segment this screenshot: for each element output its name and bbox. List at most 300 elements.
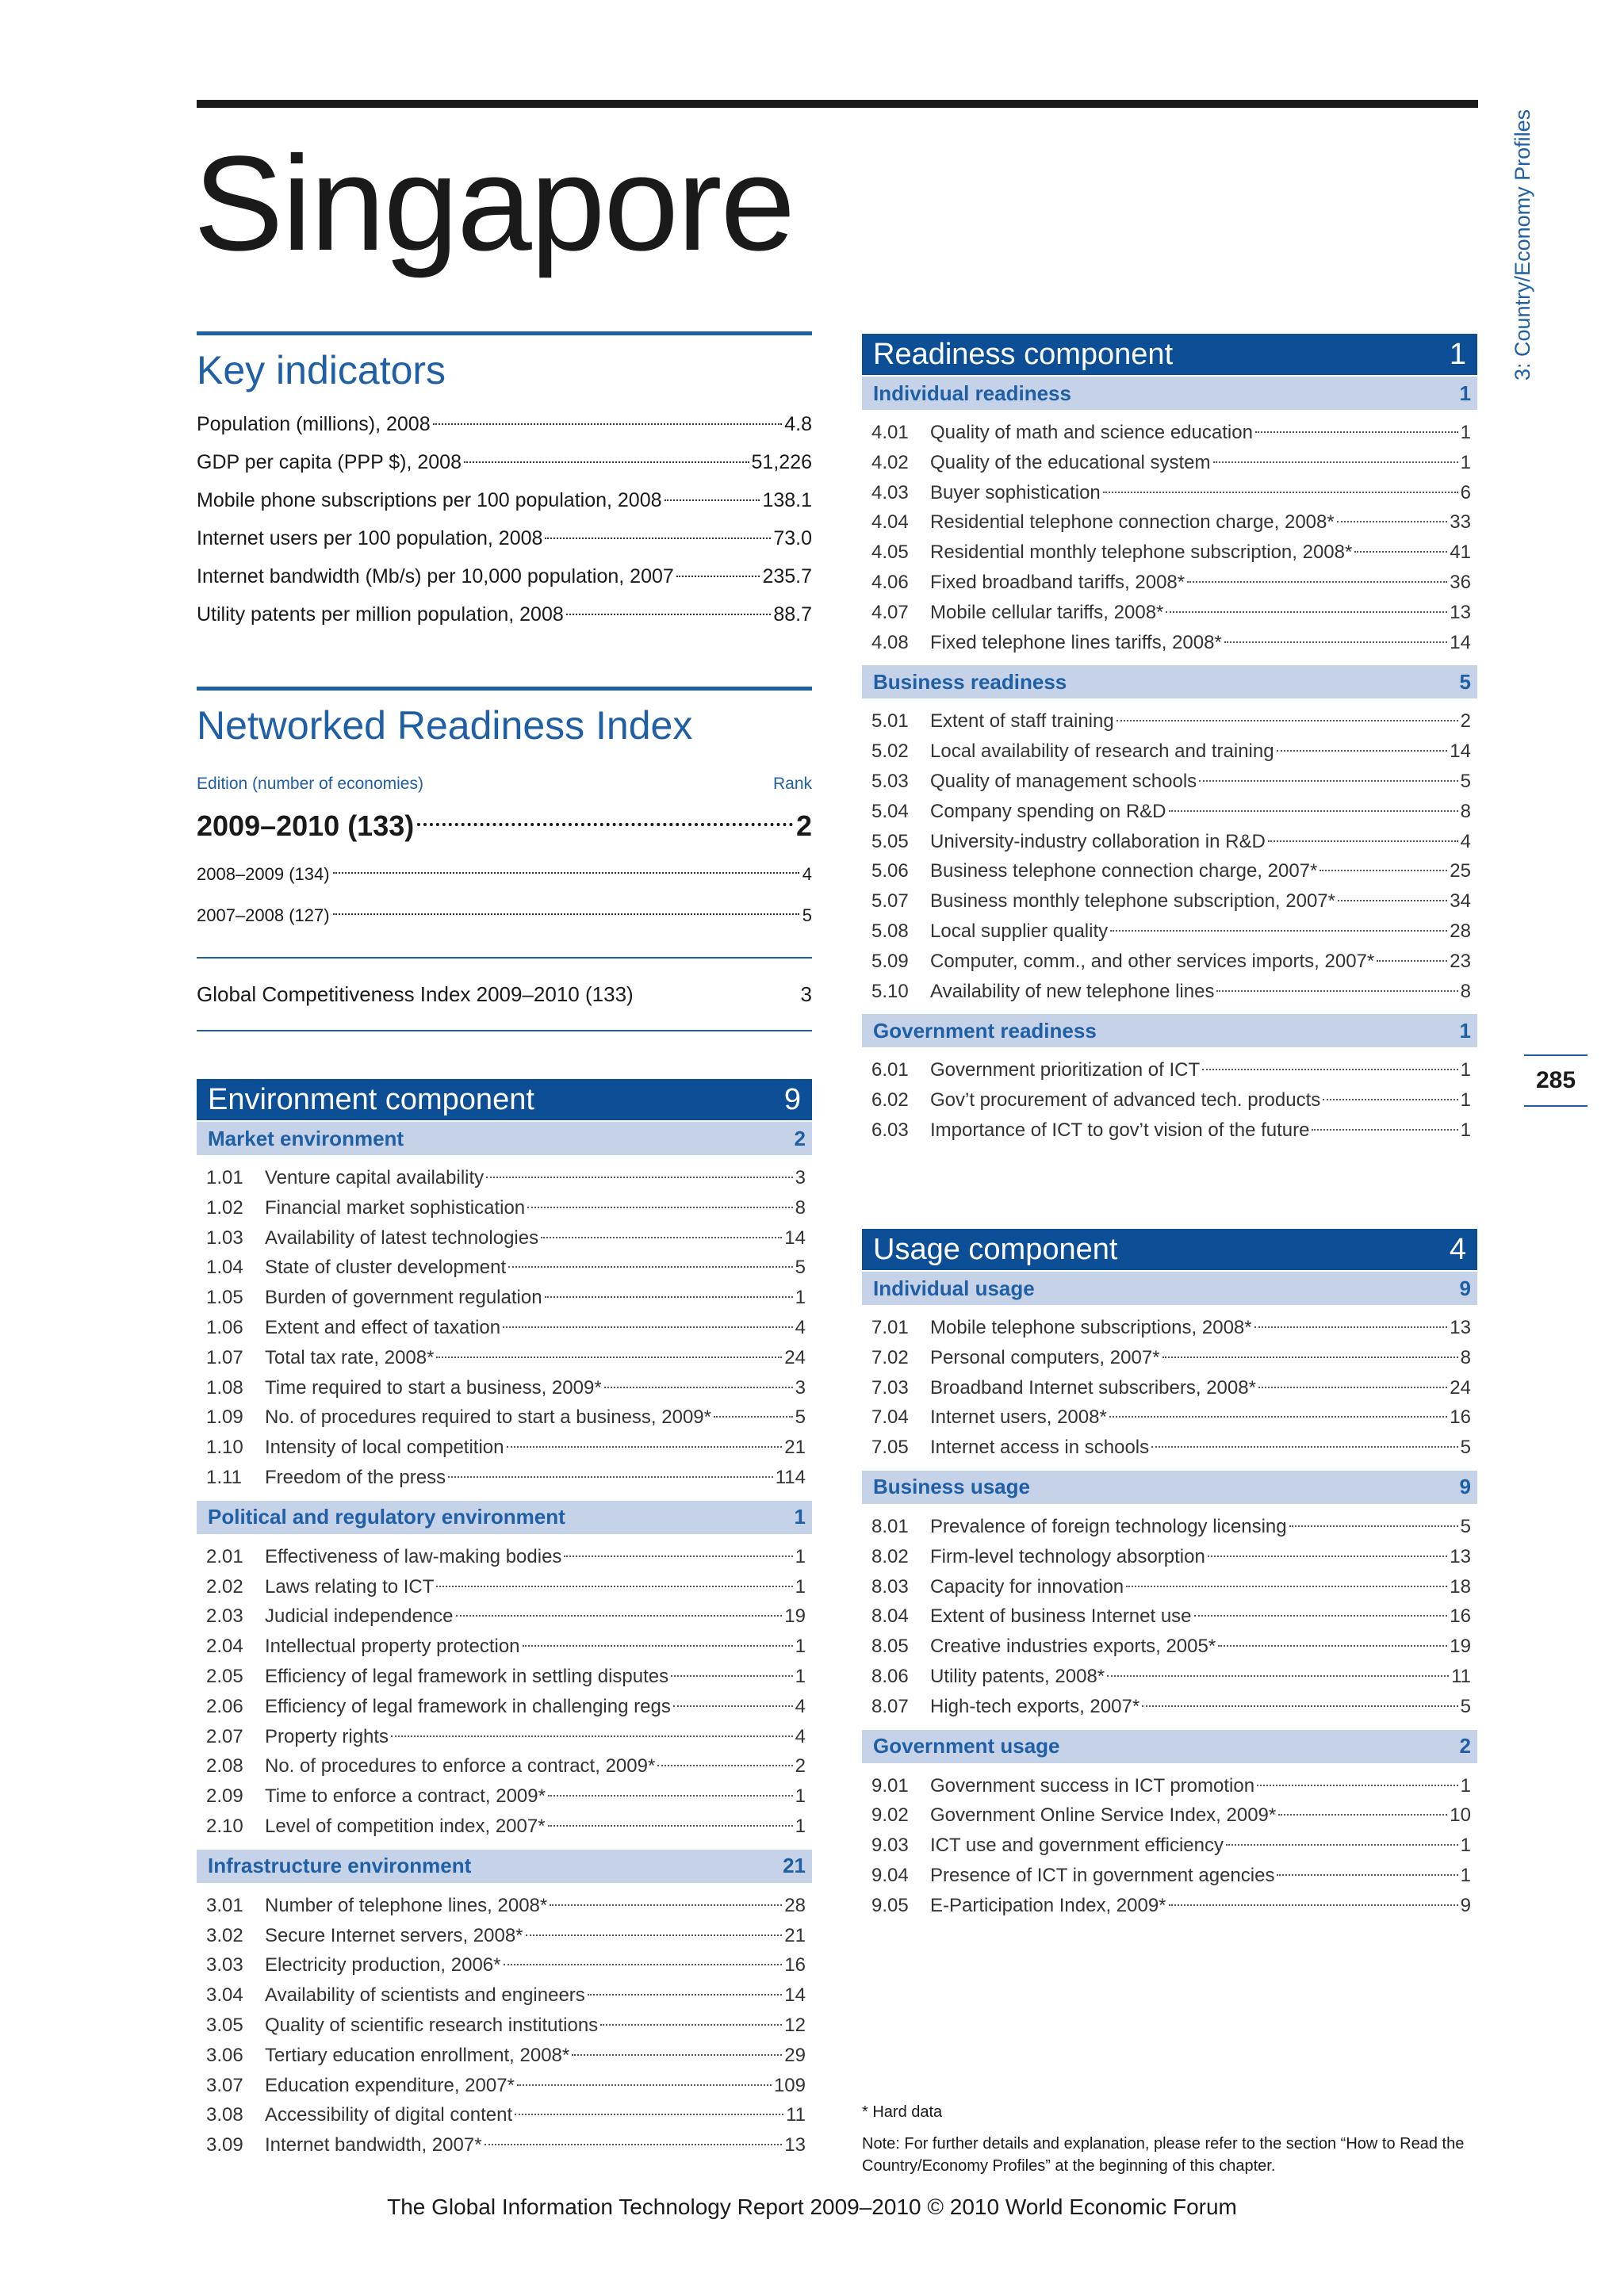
dot-leader bbox=[671, 1675, 793, 1677]
dot-leader bbox=[517, 2084, 772, 2086]
indicator-row bbox=[862, 886, 1477, 916]
indicator-number: 1.10 bbox=[206, 1437, 243, 1459]
indicator-rank: 4 bbox=[795, 1695, 806, 1717]
indicator-number: 8.02 bbox=[871, 1545, 909, 1567]
indicator-row bbox=[862, 767, 1477, 797]
indicator-number: 3.06 bbox=[206, 2044, 243, 2066]
indicator-number: 5.02 bbox=[871, 740, 909, 763]
indicator-row bbox=[197, 1781, 812, 1812]
dot-leader bbox=[391, 1735, 793, 1737]
indicator-rank: 1 bbox=[795, 1545, 806, 1567]
dot-leader bbox=[456, 1615, 783, 1617]
indicator-number: 1.02 bbox=[206, 1196, 243, 1219]
indicator-number: 8.07 bbox=[871, 1695, 909, 1717]
indicator-label: Level of competition index, 2007* bbox=[265, 1815, 546, 1837]
indicator-rank: 2 bbox=[1460, 710, 1471, 733]
indicator-rank: 16 bbox=[1450, 1406, 1471, 1429]
pillar-items bbox=[862, 410, 1477, 664]
dot-leader bbox=[541, 1237, 782, 1238]
indicator-row bbox=[862, 1085, 1477, 1115]
nri-row bbox=[197, 895, 812, 936]
indicator-row bbox=[197, 1601, 812, 1632]
dot-leader bbox=[486, 1177, 792, 1178]
indicator-number: 5.08 bbox=[871, 920, 909, 942]
indicator-label: Internet access in schools bbox=[930, 1437, 1150, 1459]
nri-edition: 2007–2008 (127) bbox=[197, 905, 330, 925]
indicator-rank: 16 bbox=[784, 1954, 806, 1976]
indicator-rank: 28 bbox=[1450, 920, 1471, 942]
indicator-row bbox=[197, 1572, 812, 1602]
indicator-row bbox=[197, 1433, 812, 1463]
pillar-rank: 2 bbox=[794, 1126, 806, 1150]
gci-label: Global Competitiveness Index 2009–2010 (133) bbox=[197, 982, 634, 1006]
gci-value: 3 bbox=[800, 982, 812, 1006]
indicator-label: Time required to start a business, 2009* bbox=[265, 1376, 602, 1399]
pillar-rank: 1 bbox=[794, 1505, 806, 1529]
component-rank: 1 bbox=[1449, 337, 1466, 371]
indicator-label: Utility patents, 2008* bbox=[930, 1665, 1105, 1687]
indicator-rank: 13 bbox=[1450, 1317, 1471, 1338]
indicator-rank: 5 bbox=[1460, 1695, 1471, 1717]
dot-leader bbox=[1377, 960, 1447, 962]
indicator-label: GDP per capita (PPP $), 2008 bbox=[197, 451, 462, 473]
indicator-label: Quality of math and science education bbox=[930, 422, 1253, 443]
dot-leader bbox=[523, 1645, 793, 1647]
indicator-rank: 2 bbox=[795, 1755, 806, 1777]
gci-row bbox=[197, 957, 812, 1031]
indicator-rank: 24 bbox=[784, 1346, 806, 1368]
indicator-number: 5.03 bbox=[871, 770, 909, 792]
pillar-title: Government readiness bbox=[873, 1018, 1097, 1043]
component-header bbox=[862, 334, 1477, 375]
pillar-header bbox=[862, 1272, 1477, 1305]
key-indicators-section bbox=[197, 331, 812, 633]
pillar-items bbox=[862, 1763, 1477, 1927]
indicator-number: 1.11 bbox=[206, 1466, 242, 1488]
indicator-row bbox=[862, 1402, 1477, 1433]
dot-leader bbox=[1320, 870, 1447, 871]
indicator-row bbox=[197, 481, 812, 519]
indicator-label: Freedom of the press bbox=[265, 1466, 446, 1488]
indicator-row bbox=[197, 1632, 812, 1662]
dot-leader bbox=[436, 1586, 792, 1587]
nri-rank: 5 bbox=[802, 905, 812, 925]
dot-leader bbox=[1258, 1387, 1447, 1388]
indicator-row bbox=[862, 1800, 1477, 1831]
indicator-row bbox=[197, 1163, 812, 1193]
indicator-label: Quality of the educational system bbox=[930, 451, 1211, 473]
indicator-number: 1.07 bbox=[206, 1346, 243, 1368]
dot-leader bbox=[1255, 431, 1458, 433]
indicator-rank: 1 bbox=[1460, 422, 1471, 443]
indicator-label: Residential monthly telephone subscription, 2008* bbox=[930, 541, 1353, 564]
indicator-rank: 114 bbox=[775, 1466, 806, 1488]
indicator-number: 2.03 bbox=[206, 1605, 243, 1628]
indicator-number: 1.05 bbox=[206, 1287, 243, 1309]
indicator-label: University-industry collaboration in R&D bbox=[930, 830, 1266, 852]
indicator-row bbox=[197, 557, 812, 595]
indicator-number: 9.02 bbox=[871, 1804, 909, 1827]
indicator-rank: 1 bbox=[795, 1287, 806, 1309]
indicator-number: 2.02 bbox=[206, 1575, 243, 1598]
indicator-label: Buyer sophistication bbox=[930, 481, 1101, 503]
dot-leader bbox=[433, 423, 783, 425]
dot-leader bbox=[1107, 1675, 1449, 1677]
indicator-row bbox=[197, 1980, 812, 2011]
indicator-row bbox=[197, 1193, 812, 1223]
dot-leader bbox=[1208, 1556, 1447, 1557]
indicator-rank: 14 bbox=[1450, 631, 1471, 653]
indicator-row bbox=[197, 1313, 812, 1343]
indicator-number: 5.07 bbox=[871, 890, 909, 913]
indicator-label: Total tax rate, 2008* bbox=[265, 1346, 435, 1368]
indicator-row bbox=[197, 519, 812, 557]
indicator-label: Financial market sophistication bbox=[265, 1196, 526, 1219]
indicator-rank: 8 bbox=[795, 1196, 806, 1219]
indicator-rank: 1 bbox=[1460, 1089, 1471, 1112]
readiness-component bbox=[862, 334, 1477, 1152]
indicator-number: 2.07 bbox=[206, 1725, 243, 1747]
indicator-row bbox=[862, 1572, 1477, 1602]
indicator-rank: 5 bbox=[1460, 770, 1471, 792]
indicator-row bbox=[197, 1662, 812, 1692]
indicator-number: 3.03 bbox=[206, 1954, 243, 1976]
indicator-label: Internet bandwidth (Mb/s) per 10,000 population, 2007 bbox=[197, 565, 674, 587]
dot-leader bbox=[564, 1556, 792, 1557]
indicator-number: 3.08 bbox=[206, 2104, 243, 2126]
indicator-number: 3.07 bbox=[206, 2074, 243, 2096]
indicator-row bbox=[862, 706, 1477, 737]
indicator-rank: 29 bbox=[784, 2044, 806, 2066]
page-footer: The Global Information Technology Report 2009–2010 © 2010 World Economic Forum bbox=[387, 2195, 1237, 2219]
indicator-label: Capacity for innovation bbox=[930, 1575, 1124, 1598]
indicator-number: 5.04 bbox=[871, 800, 909, 822]
indicator-row bbox=[197, 1283, 812, 1313]
indicator-row bbox=[197, 1751, 812, 1781]
indicator-value: 73.0 bbox=[773, 527, 812, 549]
indicator-number: 3.04 bbox=[206, 1984, 243, 2007]
dot-leader bbox=[1277, 1874, 1457, 1876]
component-rank: 9 bbox=[783, 1082, 801, 1116]
dot-leader bbox=[1354, 551, 1447, 553]
indicator-label: Business telephone connection charge, 2007* bbox=[930, 860, 1318, 882]
indicator-row bbox=[197, 2100, 812, 2130]
top-rule bbox=[197, 100, 1478, 108]
indicator-label: Business monthly telephone subscription, 2007* bbox=[930, 890, 1335, 913]
dot-leader bbox=[1257, 1785, 1458, 1786]
indicator-number: 4.05 bbox=[871, 541, 909, 564]
key-indicators-list bbox=[197, 405, 812, 633]
dot-leader bbox=[1116, 720, 1458, 721]
pillar-rank: 5 bbox=[1459, 669, 1471, 694]
indicator-row bbox=[862, 1831, 1477, 1861]
indicator-number: 5.10 bbox=[871, 980, 909, 1002]
indicator-rank: 1 bbox=[1460, 1864, 1471, 1886]
indicator-label: Accessibility of digital content bbox=[265, 2104, 513, 2126]
dot-leader bbox=[1277, 750, 1448, 752]
indicator-number: 4.07 bbox=[871, 601, 909, 623]
indicator-label: Fixed telephone lines tariffs, 2008* bbox=[930, 631, 1222, 653]
dot-leader bbox=[417, 823, 793, 826]
indicator-number: 8.05 bbox=[871, 1636, 909, 1658]
indicator-label: No. of procedures to enforce a contract, 2009* bbox=[265, 1755, 656, 1777]
indicator-number: 4.06 bbox=[871, 571, 909, 593]
indicator-row bbox=[862, 1601, 1477, 1632]
indicator-rank: 8 bbox=[1460, 800, 1471, 822]
dot-leader bbox=[436, 1357, 782, 1358]
indicator-rank: 4 bbox=[795, 1725, 806, 1747]
dot-leader bbox=[604, 1387, 793, 1388]
indicator-rank: 33 bbox=[1450, 511, 1471, 534]
indicator-row bbox=[862, 448, 1477, 478]
indicator-label: Residential telephone connection charge, 2008* bbox=[930, 511, 1335, 534]
indicator-label: No. of procedures required to start a business, 2009* bbox=[265, 1406, 711, 1429]
indicator-number: 6.01 bbox=[871, 1059, 909, 1081]
indicator-label: Venture capital availability bbox=[265, 1167, 485, 1188]
key-indicators-title: Key indicators bbox=[197, 348, 446, 392]
indicator-rank: 10 bbox=[1450, 1804, 1471, 1827]
section-rule bbox=[197, 687, 812, 691]
indicator-row bbox=[197, 1402, 812, 1433]
dot-leader bbox=[1337, 521, 1448, 522]
indicator-number: 4.01 bbox=[871, 422, 909, 443]
component-title: Readiness component bbox=[873, 337, 1174, 371]
indicator-number: 9.03 bbox=[871, 1835, 909, 1857]
indicator-row bbox=[862, 1542, 1477, 1572]
indicator-row bbox=[862, 1512, 1477, 1542]
indicator-value: 4.8 bbox=[784, 413, 812, 435]
indicator-row bbox=[862, 478, 1477, 508]
indicator-number: 4.02 bbox=[871, 451, 909, 473]
page-number: 285 bbox=[1524, 1054, 1588, 1107]
indicator-number: 9.05 bbox=[871, 1894, 909, 1916]
dot-leader bbox=[527, 1207, 792, 1208]
indicator-number: 2.08 bbox=[206, 1755, 243, 1777]
indicator-row bbox=[862, 1861, 1477, 1891]
dot-leader bbox=[1218, 1645, 1447, 1647]
dot-leader bbox=[1142, 1705, 1457, 1707]
pillar-rank: 9 bbox=[1459, 1475, 1471, 1499]
dot-leader bbox=[588, 1994, 783, 1996]
pillar-rank: 9 bbox=[1459, 1276, 1471, 1300]
nri-rank: 4 bbox=[802, 864, 812, 884]
pillar-title: Political and regulatory environment bbox=[208, 1505, 565, 1529]
dot-leader bbox=[485, 2144, 783, 2145]
section-side-label: 3: Country/Economy Profiles bbox=[1511, 109, 1534, 381]
indicator-label: Government prioritization of ICT bbox=[930, 1059, 1201, 1081]
hard-data-note: * Hard data bbox=[862, 2103, 943, 2121]
dot-leader bbox=[548, 1795, 793, 1797]
pillar-items bbox=[862, 698, 1477, 1012]
indicator-row bbox=[862, 856, 1477, 886]
indicator-row bbox=[862, 507, 1477, 538]
component-groups bbox=[197, 1122, 812, 2167]
dot-leader bbox=[550, 1904, 782, 1906]
indicator-row bbox=[862, 1692, 1477, 1722]
pillar-header bbox=[197, 1501, 812, 1534]
indicator-rank: 25 bbox=[1450, 860, 1471, 882]
indicator-number: 8.01 bbox=[871, 1515, 909, 1537]
indicator-label: Internet users, 2008* bbox=[930, 1406, 1107, 1429]
pillar-items bbox=[197, 1534, 812, 1848]
indicator-label: Intensity of local competition bbox=[265, 1437, 504, 1459]
dot-leader bbox=[1199, 780, 1457, 782]
indicator-row bbox=[862, 628, 1477, 658]
indicator-label: Extent and effect of taxation bbox=[265, 1316, 501, 1338]
dot-leader bbox=[1224, 641, 1448, 643]
indicator-label: Personal computers, 2007* bbox=[930, 1346, 1160, 1368]
dot-leader bbox=[676, 576, 760, 577]
dot-leader bbox=[1162, 1357, 1458, 1358]
indicator-rank: 36 bbox=[1450, 571, 1471, 593]
indicator-number: 4.08 bbox=[871, 631, 909, 653]
nri-rank: 2 bbox=[795, 809, 812, 842]
indicator-row bbox=[862, 1662, 1477, 1692]
indicator-rank: 4 bbox=[1460, 830, 1471, 852]
component-title: Environment component bbox=[208, 1082, 534, 1116]
indicator-row bbox=[862, 1433, 1477, 1463]
indicator-row bbox=[197, 1921, 812, 1951]
indicator-rank: 5 bbox=[795, 1406, 806, 1429]
nri-edition: 2009–2010 (133) bbox=[197, 809, 415, 842]
dot-leader bbox=[1268, 840, 1458, 842]
indicator-rank: 1 bbox=[795, 1665, 806, 1687]
pillar-header bbox=[862, 665, 1477, 698]
indicator-label: Local supplier quality bbox=[930, 920, 1109, 942]
dot-leader bbox=[1151, 1446, 1458, 1448]
indicator-number: 4.04 bbox=[871, 511, 909, 534]
indicator-row bbox=[197, 1950, 812, 1980]
indicator-row bbox=[197, 2130, 812, 2160]
dot-leader bbox=[504, 1964, 783, 1965]
indicator-number: 8.06 bbox=[871, 1665, 909, 1687]
indicator-row bbox=[197, 1542, 812, 1572]
indicator-row bbox=[197, 1463, 812, 1493]
indicator-rank: 1 bbox=[1460, 451, 1471, 473]
indicator-label: Mobile telephone subscriptions, 2008* bbox=[930, 1317, 1252, 1338]
indicator-label: Intellectual property protection bbox=[265, 1636, 520, 1658]
indicator-number: 9.04 bbox=[871, 1864, 909, 1886]
environment-component bbox=[197, 1079, 812, 2167]
pillar-header bbox=[862, 1014, 1477, 1047]
indicator-number: 7.01 bbox=[871, 1317, 909, 1338]
indicator-number: 8.04 bbox=[871, 1605, 909, 1628]
indicator-rank: 5 bbox=[1460, 1515, 1471, 1537]
indicator-rank: 13 bbox=[1450, 1545, 1471, 1567]
indicator-row bbox=[862, 916, 1477, 947]
pillar-header bbox=[197, 1850, 812, 1883]
indicator-label: Computer, comm., and other services imports, 2007* bbox=[930, 950, 1375, 972]
indicator-rank: 21 bbox=[784, 1924, 806, 1946]
indicator-label: Internet bandwidth, 2007* bbox=[265, 2134, 482, 2156]
indicator-number: 9.01 bbox=[871, 1774, 909, 1797]
dot-leader bbox=[572, 2054, 782, 2056]
indicator-number: 5.01 bbox=[871, 710, 909, 733]
indicator-row bbox=[862, 797, 1477, 827]
indicator-rank: 1 bbox=[1460, 1059, 1471, 1081]
indicator-label: Prevalence of foreign technology licensing bbox=[930, 1515, 1287, 1537]
indicator-rank: 19 bbox=[1450, 1636, 1471, 1658]
dot-leader bbox=[1213, 461, 1458, 463]
indicator-label: Education expenditure, 2007* bbox=[265, 2074, 515, 2096]
indicator-row bbox=[862, 538, 1477, 568]
indicator-rank: 8 bbox=[1460, 980, 1471, 1002]
indicator-row bbox=[197, 1891, 812, 1921]
section-rule bbox=[197, 331, 812, 335]
indicator-row bbox=[197, 1343, 812, 1373]
dot-leader bbox=[566, 614, 772, 615]
indicator-number: 4.03 bbox=[871, 481, 909, 503]
indicator-rank: 23 bbox=[1450, 950, 1471, 972]
pillar-items bbox=[862, 1305, 1477, 1469]
indicator-rank: 109 bbox=[773, 2074, 806, 2096]
indicator-rank: 5 bbox=[1460, 1437, 1471, 1459]
indicator-number: 1.08 bbox=[206, 1376, 243, 1399]
pillar-rank: 2 bbox=[1459, 1734, 1471, 1758]
indicator-rank: 1 bbox=[1460, 1774, 1471, 1797]
indicator-label: Number of telephone lines, 2008* bbox=[265, 1894, 548, 1916]
indicator-label: Company spending on R&D bbox=[930, 800, 1166, 822]
explanation-note: Note: For further details and explanation, please refer to the section “How to Read the Country/Economy Profiles” at the beginning of this chapter. bbox=[862, 2135, 1465, 2175]
pillar-rank: 21 bbox=[783, 1854, 806, 1878]
nri-rows bbox=[197, 798, 812, 936]
indicator-label: Fixed broadband tariffs, 2008* bbox=[930, 571, 1185, 593]
pillar-title: Government usage bbox=[873, 1734, 1060, 1758]
indicator-number: 6.02 bbox=[871, 1089, 909, 1112]
indicator-row bbox=[862, 1771, 1477, 1801]
indicator-label: Availability of new telephone lines bbox=[930, 980, 1215, 1002]
indicator-label: Government success in ICT promotion bbox=[930, 1774, 1255, 1797]
indicator-row bbox=[862, 598, 1477, 628]
indicator-label: Presence of ICT in government agencies bbox=[930, 1864, 1275, 1886]
indicator-row bbox=[862, 1373, 1477, 1403]
nri-edition: 2008–2009 (134) bbox=[197, 864, 330, 884]
indicator-number: 2.05 bbox=[206, 1665, 243, 1687]
component-title: Usage component bbox=[873, 1232, 1118, 1266]
indicator-label: Tertiary education enrollment, 2008* bbox=[265, 2044, 570, 2066]
indicator-row bbox=[197, 2041, 812, 2071]
component-groups bbox=[862, 377, 1477, 1152]
indicator-number: 7.03 bbox=[871, 1376, 909, 1399]
pillar-items bbox=[197, 1883, 812, 2167]
indicator-rank: 34 bbox=[1450, 890, 1471, 913]
indicator-number: 3.01 bbox=[206, 1894, 243, 1916]
indicator-number: 5.06 bbox=[871, 860, 909, 882]
dot-leader bbox=[464, 461, 749, 463]
dot-leader bbox=[600, 2024, 782, 2026]
indicator-rank: 14 bbox=[784, 1984, 806, 2007]
indicator-label: High-tech exports, 2007* bbox=[930, 1695, 1140, 1717]
indicator-label: Extent of business Internet use bbox=[930, 1605, 1192, 1628]
indicator-number: 7.05 bbox=[871, 1437, 909, 1459]
dot-leader bbox=[1278, 1814, 1447, 1816]
indicator-rank: 8 bbox=[1460, 1346, 1471, 1368]
indicator-number: 5.05 bbox=[871, 830, 909, 852]
indicator-label: Importance of ICT to gov’t vision of the future bbox=[930, 1119, 1310, 1141]
indicator-rank: 4 bbox=[795, 1316, 806, 1338]
indicator-label: Utility patents per million population, 2008 bbox=[197, 603, 564, 626]
nri-section bbox=[197, 687, 812, 1031]
pillar-header bbox=[862, 1471, 1477, 1504]
rank-header: Rank bbox=[772, 775, 812, 793]
dot-leader bbox=[545, 538, 771, 539]
pillar-title: Individual usage bbox=[873, 1276, 1035, 1300]
indicator-rank: 1 bbox=[1460, 1835, 1471, 1857]
indicator-row bbox=[862, 1313, 1477, 1343]
indicator-rank: 5 bbox=[795, 1257, 806, 1279]
indicator-number: 2.10 bbox=[206, 1815, 243, 1837]
indicator-row bbox=[862, 568, 1477, 598]
